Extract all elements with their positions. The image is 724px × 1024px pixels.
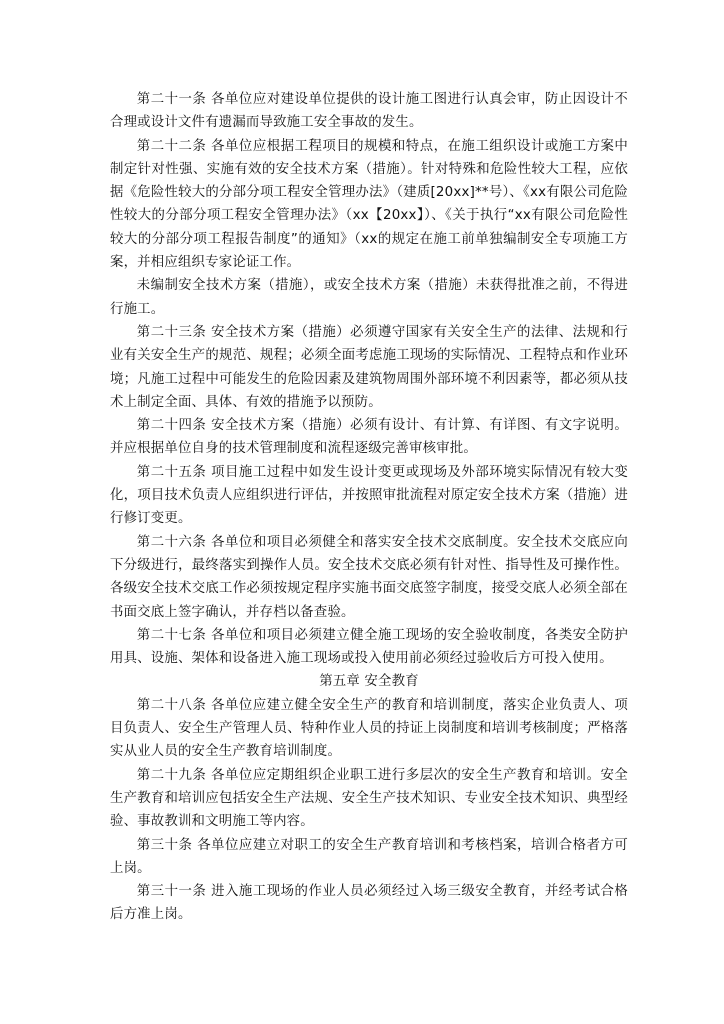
article-29-paragraph: 第二十九条 各单位应定期组织企业职工进行多层次的安全生产教育和培训。安全生产教育和培训应包括安全生产法规、安全生产技术知识、专业安全技术知识、典型经验、事故教训和文明施工等内容。 [110, 767, 628, 830]
article-23-paragraph: 第二十三条 安全技术方案（措施）必须遵守国家有关安全生产的法律、法规和行业有关安全生产的规范、规程；必须全面考虑施工现场的实际情况、工程特点和作业环境；凡施工过程中可能发生的危险因素及建筑物周围外部环境不利因素等，都必须从技术上制定全面、具体、有效的措施予以预防。 [110, 324, 628, 410]
article-24-paragraph: 第二十四条 安全技术方案（措施）必须有设计、有计算、有详图、有文字说明。并应根据单位自身的技术管理制度和流程逐级完善审核审批。 [110, 418, 628, 457]
article-22-paragraph: 第二十二条 各单位应根据工程项目的规模和特点，在施工组织设计或施工方案中制定针对性强、实施有效的安全技术方案（措施）。针对特殊和危险性较大工程，应依据《危险性较大的分部分项工程安全管理办法》（建质[20xx]**号）、《xx有限公司危险性较大的分部分项工程安全管理办法》（xx【20xx】）、《关于执行“xx有限公司危险性较大的分部分项工程报告制度”的通知》（xx的规定在施工前单独编制安全专项施工方案，并相应组织专家论证工作。 [110, 138, 628, 271]
article-31-paragraph: 第三十一条 进入施工现场的作业人员必须经过入场三级安全教育，并经考试合格后方准上岗。 [110, 884, 628, 923]
no-plan-no-construction-paragraph: 未编制安全技术方案（措施），或安全技术方案（措施）未获得批准之前，不得进行施工。 [110, 278, 628, 317]
article-27-paragraph: 第二十七条 各单位和项目必须建立健全施工现场的安全验收制度，各类安全防护用具、设施、架体和设备进入施工现场或投入使用前必须经过验收后方可投入使用。 [110, 627, 628, 667]
article-26-paragraph: 第二十六条 各单位和项目必须健全和落实安全技术交底制度。安全技术交底应向下分级进行，最终落实到操作人员。安全技术交底必须有针对性、指导性及可操作性。各级安全技术交底工作必须按规定程序实施书面交底签字制度，接受交底人必须全部在书面交底上签字确认，并存档以备查验。 [110, 534, 628, 620]
article-28-paragraph: 第二十八条 各单位应建立健全安全生产的教育和培训制度，落实企业负责人、项目负责人、安全生产管理人员、特种作业人员的持证上岗制度和培训考核制度；严格落实从业人员的安全生产教育培训制度。 [110, 697, 628, 760]
article-21-paragraph: 第二十一条 各单位应对建设单位提供的设计施工图进行认真会审，防止因设计不合理或设计文件有遗漏而导致施工安全事故的发生。 [110, 92, 628, 131]
article-30-paragraph: 第三十条 各单位应建立对职工的安全生产教育培训和考核档案，培训合格者方可上岗。 [110, 837, 628, 876]
article-25-paragraph: 第二十五条 项目施工过程中如发生设计变更或现场及外部环境实际情况有较大变化，项目技术负责人应组织进行评估，并按照审批流程对原定安全技术方案（措施）进行修订变更。 [110, 464, 628, 527]
document-page [110, 88, 628, 927]
chapter-title: 第五章 安全教育 [319, 674, 419, 690]
